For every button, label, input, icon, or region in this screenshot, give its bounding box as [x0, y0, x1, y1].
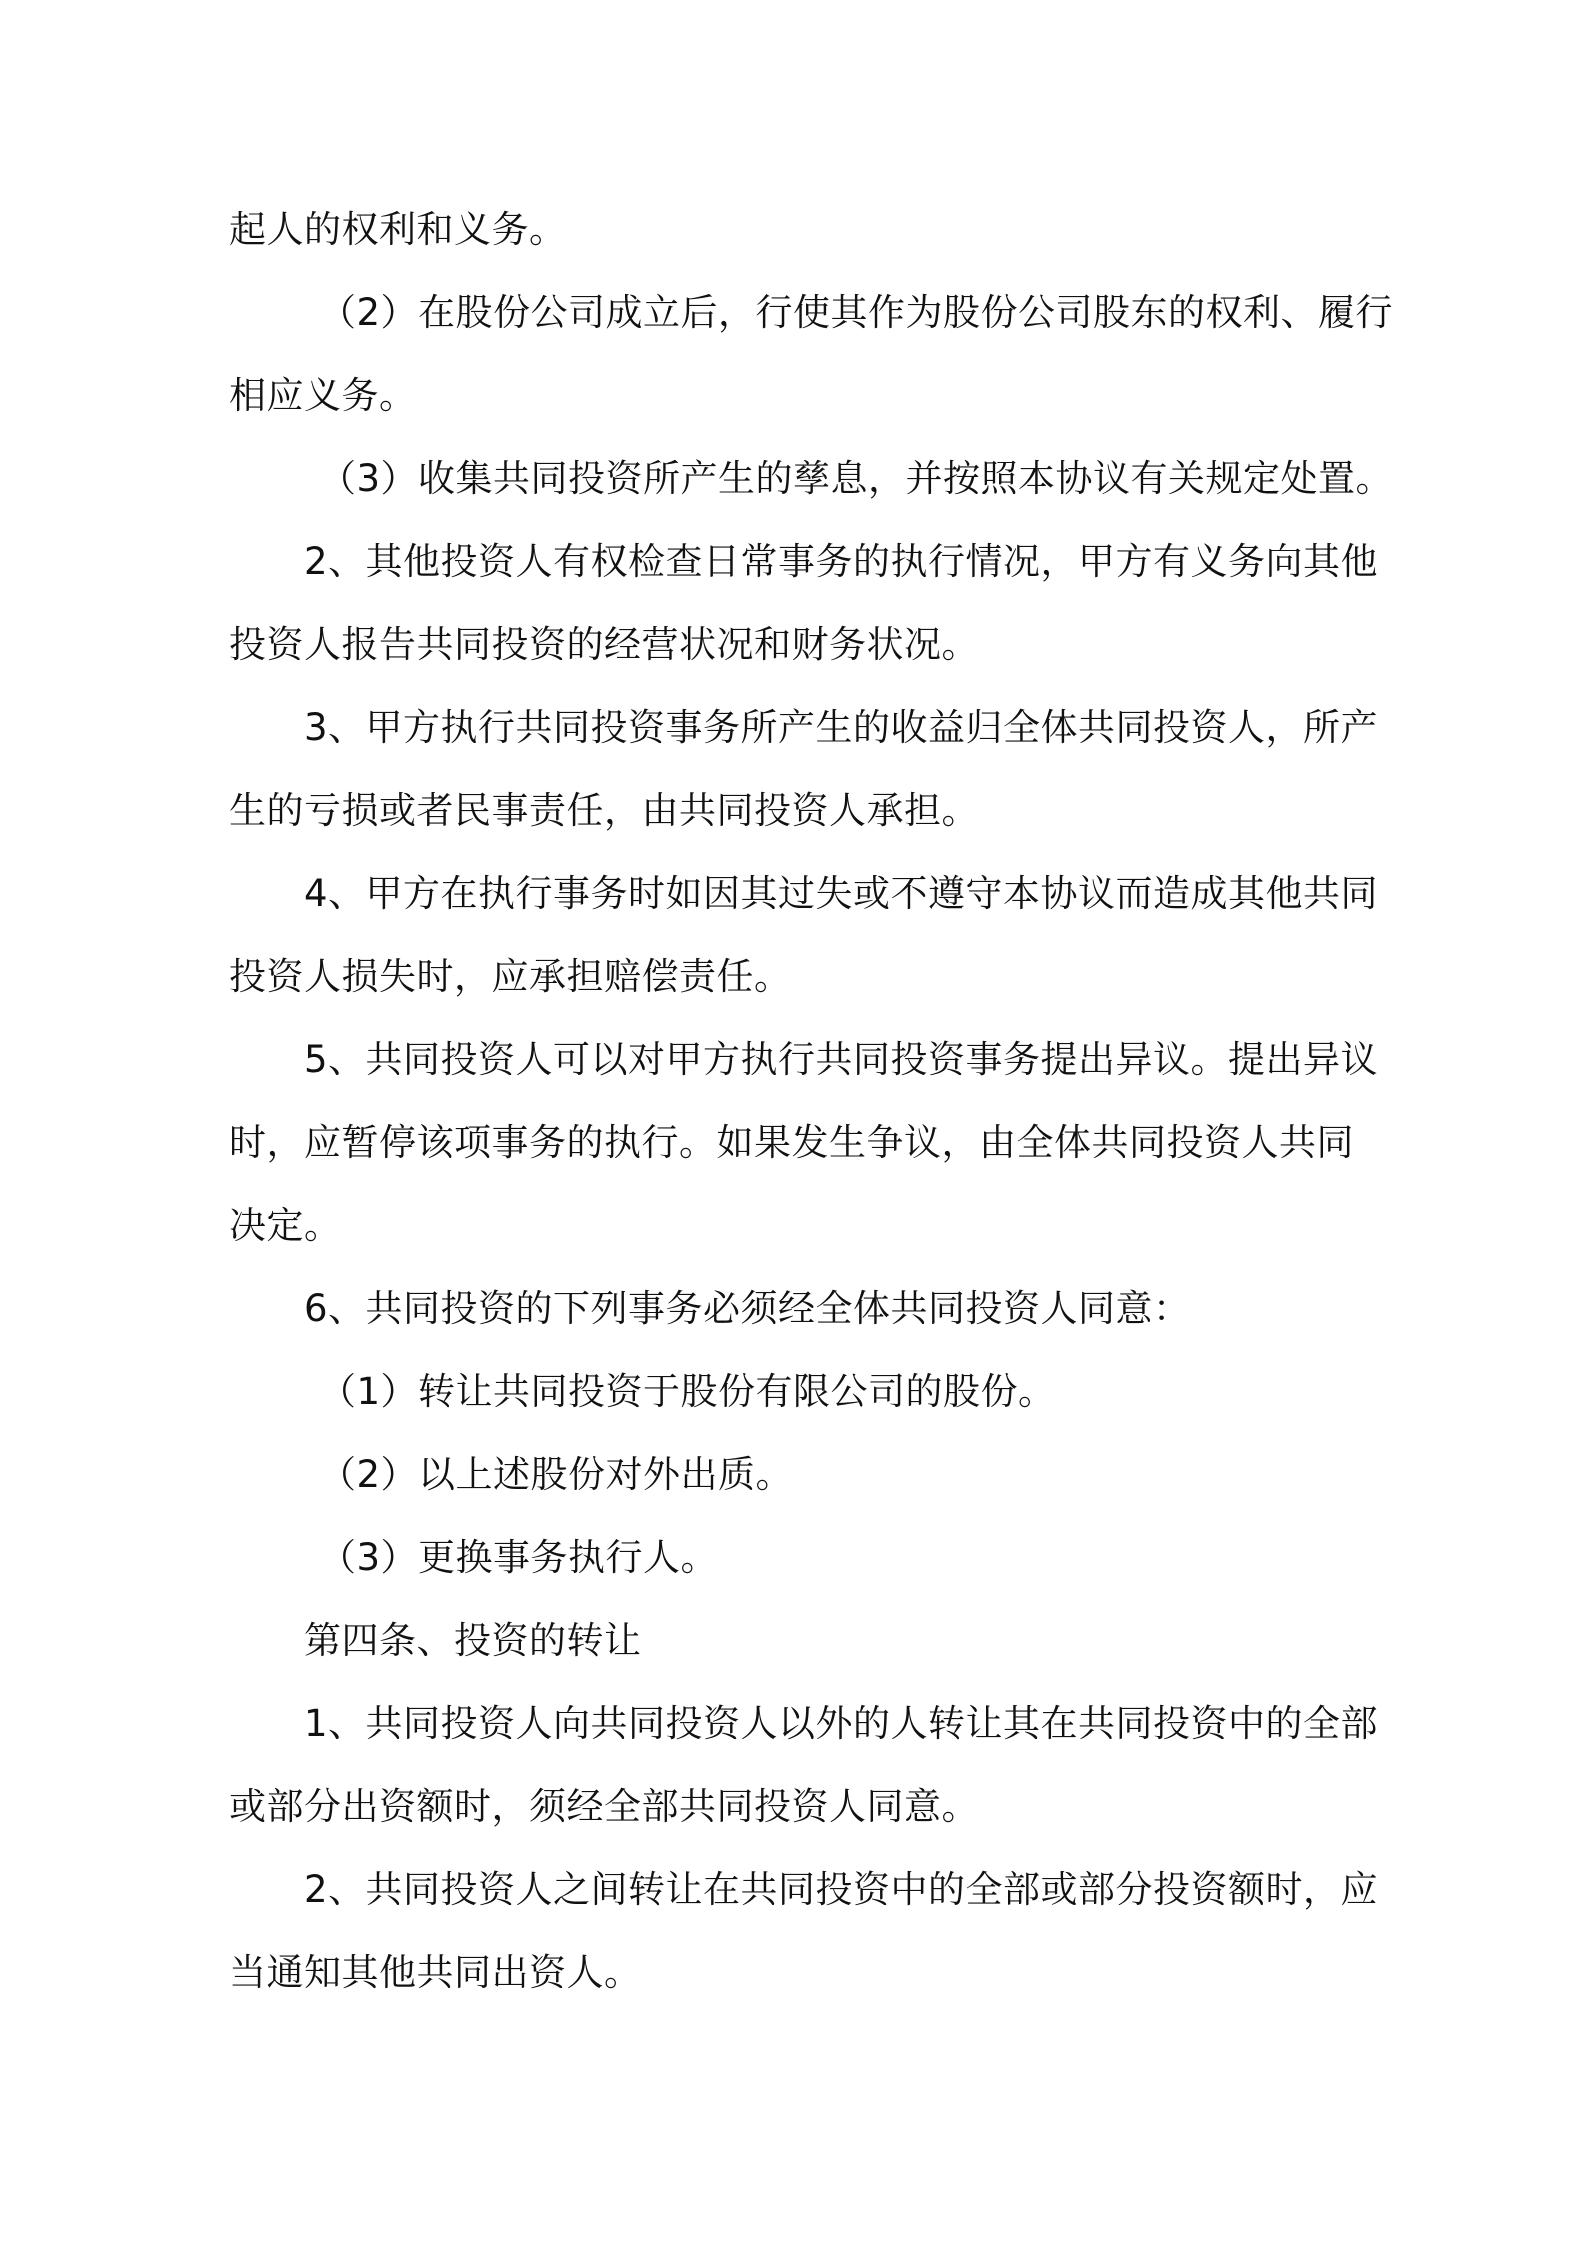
- text-line: 投资人报告共同投资的经营状况和财务状况。: [229, 623, 979, 666]
- text-line: 时，应暂停该项事务的执行。如果发生争议，由全体共同投资人共同: [229, 1121, 1354, 1164]
- text-line: （3）收集共同投资所产生的孳息，并按照本协议有关规定处置。: [319, 457, 1394, 500]
- text-line: （2）在股份公司成立后，行使其作为股份公司股东的权利、履行: [319, 291, 1394, 334]
- section-heading: 第四条、投资的转让: [304, 1619, 642, 1662]
- text-line: （3）更换事务执行人。: [319, 1536, 719, 1579]
- text-line: 当通知其他共同出资人。: [229, 1951, 642, 1994]
- text-line: 2、其他投资人有权检查日常事务的执行情况，甲方有义务向其他: [304, 540, 1379, 583]
- text-line: （1）转让共同投资于股份有限公司的股份。: [319, 1370, 1056, 1413]
- text-line: 5、共同投资人可以对甲方执行共同投资事务提出异议。提出异议: [304, 1038, 1379, 1081]
- text-line: 1、共同投资人向共同投资人以外的人转让其在共同投资中的全部: [304, 1702, 1379, 1745]
- text-line: 决定。: [229, 1204, 342, 1247]
- text-line: （2）以上述股份对外出质。: [319, 1453, 794, 1496]
- text-line: 相应义务。: [229, 374, 417, 417]
- text-line: 或部分出资额时，须经全部共同投资人同意。: [229, 1785, 979, 1828]
- text-line: 2、共同投资人之间转让在共同投资中的全部或部分投资额时，应: [304, 1868, 1379, 1911]
- text-line: 生的亏损或者民事责任，由共同投资人承担。: [229, 789, 979, 832]
- text-line: 4、甲方在执行事务时如因其过失或不遵守本协议而造成其他共同: [304, 872, 1379, 915]
- text-line: 6、共同投资的下列事务必须经全体共同投资人同意：: [304, 1287, 1191, 1330]
- text-line: 起人的权利和义务。: [229, 208, 567, 251]
- text-line: 3、甲方执行共同投资事务所产生的收益归全体共同投资人，所产: [304, 706, 1379, 749]
- document-body: [229, 188, 1394, 2014]
- text-line: 投资人损失时，应承担赔偿责任。: [229, 955, 792, 998]
